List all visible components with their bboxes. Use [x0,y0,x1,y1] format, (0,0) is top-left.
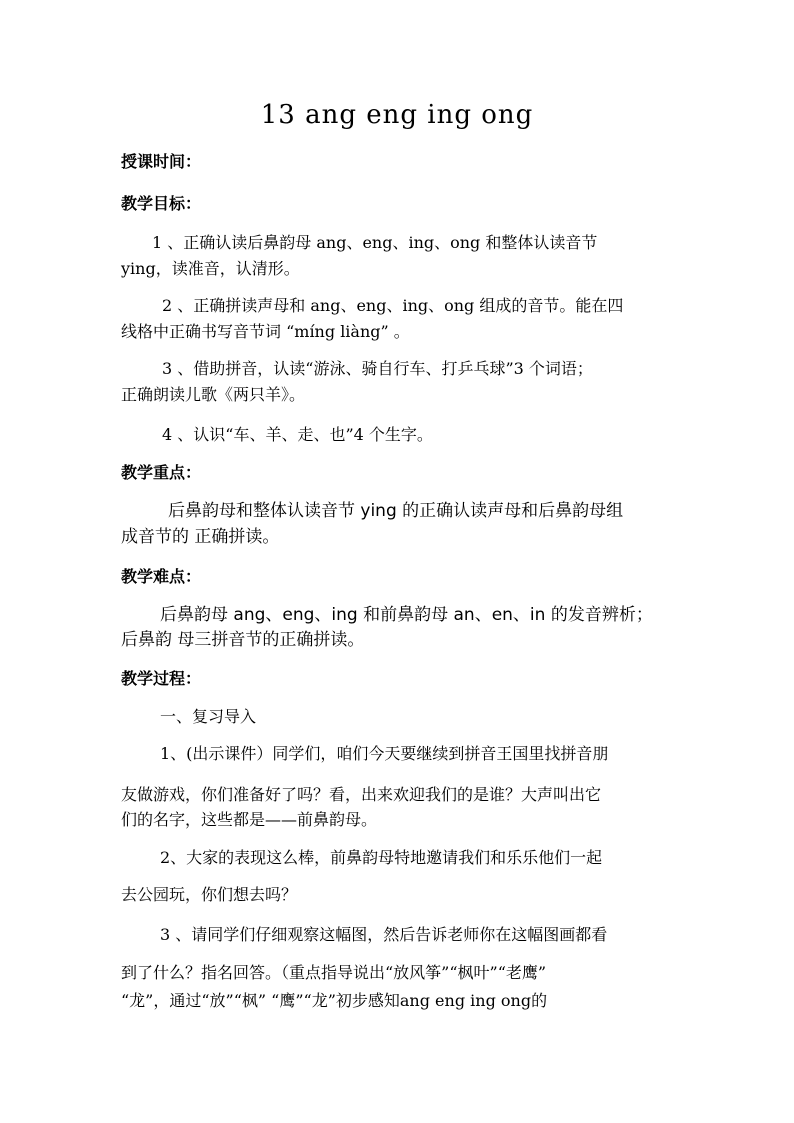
process-heading: 教学过程： [121,669,202,688]
difficulties-heading: 教学难点： [121,567,202,586]
process-section-1: 一、复习导入 [160,707,257,726]
process-p1-line-3: 们的名字，这些都是——前鼻韵母。 [121,810,378,829]
process-p2-line-1: 2、大家的表现这么棒，前鼻韵母特地邀请我们和乐乐他们一起 [160,848,603,867]
document-title: 13 ang eng ing ong [260,100,534,130]
key-points-heading: 教学重点： [121,463,202,482]
key-points-line-2: 成音节的 正确拼读。 [121,527,280,547]
key-points-line-1: 后鼻韵母和整体认读音节 ying 的正确认读声母和后鼻韵母组 [168,501,624,521]
process-p1-line-1: 1、(出示课件）同学们，咱们今天要继续到拼音王国里找拼音朋 [160,744,609,763]
process-p3-line-1: 3 、请同学们仔细观察这幅图，然后告诉老师你在这幅图画都看 [160,925,608,944]
difficulties-line-1: 后鼻韵母 ang、eng、ing 和前鼻韵母 an、en、in 的发音辨析； [160,605,653,625]
process-p2-line-2: 去公园玩，你们想去吗？ [121,885,298,904]
objective-2-line-1: 2 、正确拼读声母和 ang、eng、ing、ong 组成的音节。能在四 [162,296,624,315]
difficulties-line-2: 后鼻韵 母三拼音节的正确拼读。 [121,630,365,650]
objective-2-line-2: 线格中正确书写音节词 “míng liàng” 。 [121,322,410,341]
process-p3-line-2: 到了什么？指名回答。（重点指导说出“放风筝”“枫叶”“老鹰” [121,963,547,982]
process-p3-line-3: “龙”，通过“放”“枫” “鹰”“龙”初步感知ang eng ing ong的 [121,991,548,1010]
objective-4-line-1: 4 、认识“车、羊、走、也”4 个生字。 [162,425,433,444]
teaching-time-label: 授课时间： [121,152,202,171]
objective-1-line-1: 1 、正确认读后鼻韵母 ang、eng、ing、ong 和整体认读音节 [152,233,598,252]
objectives-heading: 教学目标： [121,194,202,213]
objective-1-line-2: ying，读准音，认清形。 [121,259,300,278]
objective-3-line-2: 正确朗读儿歌《两只羊》。 [121,385,306,404]
objective-3-line-1: 3 、借助拼音，认读“游泳、骑自行车、打乒乓球”3 个词语； [162,359,593,378]
process-p1-line-2: 友做游戏，你们准备好了吗？看，出来欢迎我们的是谁？大声叫出它 [121,785,602,804]
